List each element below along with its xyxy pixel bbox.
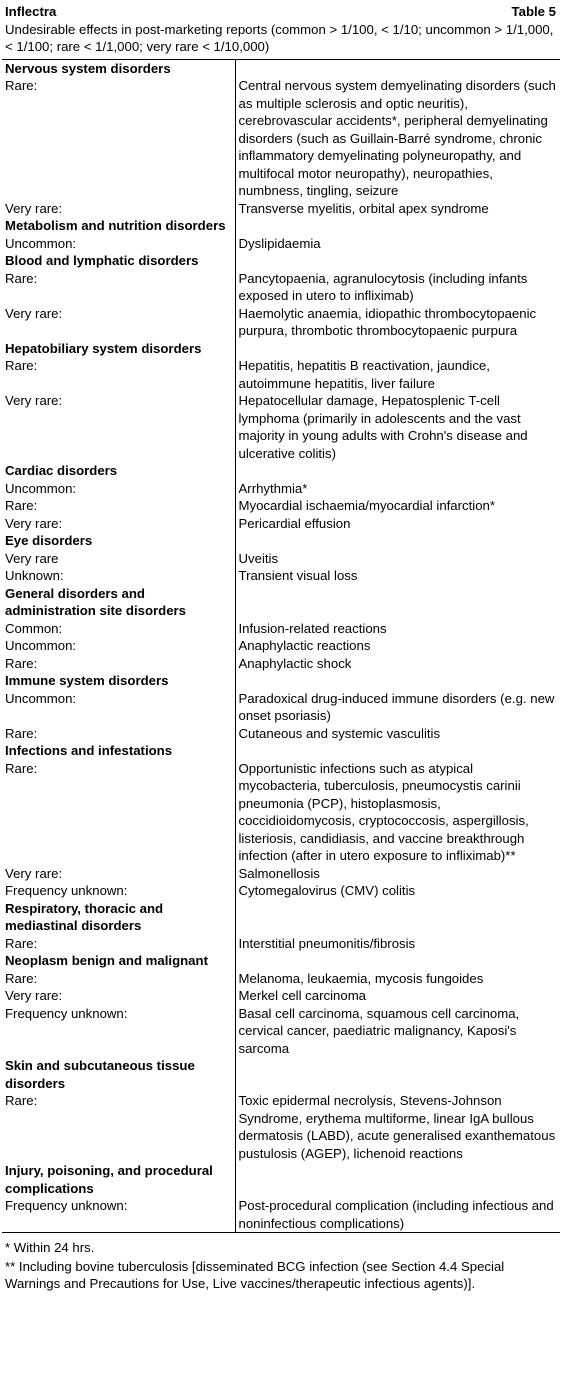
frequency-label: Very rare: xyxy=(5,988,63,1003)
frequency-label: Rare: xyxy=(5,970,38,986)
frequency-label: Rare: xyxy=(5,358,38,373)
table-row xyxy=(2,392,560,462)
table-row xyxy=(2,1162,560,1233)
frequency-label: Uncommon: xyxy=(5,235,77,251)
frequency-label: Rare: xyxy=(5,1093,38,1108)
effect-text: Anaphylactic shock xyxy=(238,655,352,671)
effect-cell xyxy=(235,742,560,865)
footnote: * Within 24 hrs. xyxy=(5,1240,95,1255)
category-spacer xyxy=(239,900,558,935)
row-label-cell xyxy=(2,882,235,900)
table-row xyxy=(2,497,560,515)
frequency-label: Very rare: xyxy=(5,305,63,321)
frequency-label: Uncommon: xyxy=(5,638,77,653)
effect-text: Cutaneous and systemic vasculitis xyxy=(238,725,441,741)
frequency-label: Unknown: xyxy=(5,568,64,583)
category-heading: Immune system disorders xyxy=(5,673,169,688)
table-row xyxy=(2,515,560,533)
frequency-label: Uncommon: xyxy=(5,690,77,706)
effect-text: Post-procedural complication (including infectious and noninfectious complications) xyxy=(238,1198,554,1231)
effect-cell xyxy=(235,1057,560,1162)
table-row xyxy=(2,987,560,1005)
table-row xyxy=(2,462,560,497)
effect-text: Basal cell carcinoma, squamous cell carcinoma, cervical cancer, paediatric malignancy, Kaposi's sarcoma xyxy=(238,1005,520,1056)
effect-text: Hepatocellular damage, Hepatosplenic T-cell lymphoma (primarily in adolescents and the vast majority in young adults with Crohn's disease and ulcerative colitis) xyxy=(238,393,528,461)
document-title: Inflectra xyxy=(5,4,57,19)
frequency-label: Rare: xyxy=(5,725,38,741)
effect-cell xyxy=(235,865,560,883)
effect-cell xyxy=(235,637,560,655)
row-label-cell xyxy=(2,462,235,497)
effect-text: Haemolytic anaemia, idiopathic thrombocytopaenic purpura, thrombotic thrombocytopaenic purpura xyxy=(238,305,537,338)
effect-text: Merkel cell carcinoma xyxy=(238,988,367,1003)
effect-text: Salmonellosis xyxy=(238,865,320,881)
effect-cell xyxy=(235,672,560,725)
category-heading: Hepatobiliary system disorders xyxy=(5,340,202,356)
row-label-cell xyxy=(2,1005,235,1058)
row-label-cell xyxy=(2,59,235,200)
row-label-cell xyxy=(2,585,235,638)
effect-cell xyxy=(235,392,560,462)
frequency-label: Common: xyxy=(5,620,63,636)
row-label-cell xyxy=(2,515,235,533)
frequency-label: Uncommon: xyxy=(5,480,77,496)
effect-cell xyxy=(235,567,560,585)
category-spacer xyxy=(239,1057,558,1092)
category-heading: Eye disorders xyxy=(5,533,93,548)
row-label-cell xyxy=(2,900,235,953)
effect-cell xyxy=(235,1162,560,1233)
table-row xyxy=(2,672,560,725)
effect-text: Anaphylactic reactions xyxy=(238,638,371,653)
table-row xyxy=(2,655,560,673)
effect-text: Paradoxical drug-induced immune disorders (e.g. new onset psoriasis) xyxy=(238,690,555,723)
table-row xyxy=(2,252,560,305)
category-spacer xyxy=(239,1162,558,1197)
table-row xyxy=(2,952,560,987)
frequency-label: Very rare: xyxy=(5,515,63,531)
effect-cell xyxy=(235,900,560,953)
effect-text: Myocardial ischaemia/myocardial infarction* xyxy=(238,498,496,513)
frequency-label: Rare: xyxy=(5,498,38,513)
row-label-cell xyxy=(2,497,235,515)
row-label-cell xyxy=(2,1057,235,1162)
category-heading: Injury, poisoning, and procedural complications xyxy=(5,1163,213,1196)
frequency-label: Rare: xyxy=(5,78,38,93)
category-spacer xyxy=(239,742,558,760)
row-label-cell xyxy=(2,742,235,865)
frequency-label: Rare: xyxy=(5,655,38,671)
row-label-cell xyxy=(2,725,235,743)
category-heading: Cardiac disorders xyxy=(5,463,118,478)
footnote: ** Including bovine tuberculosis [disseminated BCG infection (see Section 4.4 Special Warnings and Precautions for Use, Live vaccines/therapeutic infectious agents)]. xyxy=(5,1258,505,1291)
table-row xyxy=(2,217,560,252)
category-spacer xyxy=(239,217,558,235)
row-label-cell xyxy=(2,217,235,252)
row-label-cell xyxy=(2,637,235,655)
table-label: Table 5 xyxy=(511,4,556,19)
row-label-cell xyxy=(2,952,235,987)
effect-cell xyxy=(235,987,560,1005)
effect-text: Pericardial effusion xyxy=(238,515,351,531)
frequency-label: Very rare: xyxy=(5,200,63,216)
category-spacer xyxy=(239,340,558,358)
row-label-cell xyxy=(2,200,235,218)
table-row xyxy=(2,1057,560,1162)
effect-text: Uveitis xyxy=(238,550,279,566)
row-label-cell xyxy=(2,1162,235,1233)
category-heading: Respiratory, thoracic and mediastinal disorders xyxy=(5,900,164,933)
frequency-label: Very rare: xyxy=(5,865,63,881)
category-heading: Metabolism and nutrition disorders xyxy=(5,218,226,233)
effect-text: Arrhythmia* xyxy=(238,480,308,496)
table-row xyxy=(2,200,560,218)
category-heading: Neoplasm benign and malignant xyxy=(5,953,208,968)
category-heading: Nervous system disorders xyxy=(5,60,171,76)
effect-cell xyxy=(235,497,560,515)
effect-cell xyxy=(235,655,560,673)
table-row xyxy=(2,865,560,883)
row-label-cell xyxy=(2,672,235,725)
effect-text: Melanoma, leukaemia, mycosis fungoides xyxy=(238,970,484,986)
effect-text: Central nervous system demyelinating disorders (such as multiple sclerosis and optic neuritis), cerebrovascular accidents*, peripheral demyelinating disorders (such as Guillain-Barré syndrome, chronic inflammatory demyelinating polyneuropathy, and multifocal motor neuropathy), neuropathies, numbness, tingling, seizure xyxy=(238,78,556,198)
table-row xyxy=(2,340,560,393)
effect-cell xyxy=(235,725,560,743)
effect-cell xyxy=(235,340,560,393)
effect-cell xyxy=(235,882,560,900)
frequency-label: Rare: xyxy=(5,760,38,776)
table-row xyxy=(2,900,560,953)
table-row xyxy=(2,532,560,567)
frequency-label: Rare: xyxy=(5,270,38,286)
category-spacer xyxy=(239,252,558,270)
effect-text: Infusion-related reactions xyxy=(238,620,387,636)
document xyxy=(2,0,560,1294)
frequency-label: Very rare: xyxy=(5,393,63,408)
row-label-cell xyxy=(2,865,235,883)
category-spacer xyxy=(239,462,558,480)
effect-cell xyxy=(235,515,560,533)
category-spacer xyxy=(239,672,558,690)
table-row xyxy=(2,59,560,200)
effect-text: Transverse myelitis, orbital apex syndrome xyxy=(238,200,489,216)
table-row xyxy=(2,882,560,900)
category-spacer xyxy=(239,60,558,78)
row-label-cell xyxy=(2,392,235,462)
row-label-cell xyxy=(2,252,235,305)
category-heading: Skin and subcutaneous tissue disorders xyxy=(5,1058,195,1091)
category-heading: Infections and infestations xyxy=(5,743,173,758)
frequency-label: Very rare xyxy=(5,550,59,566)
effect-cell xyxy=(235,59,560,200)
row-label-cell xyxy=(2,655,235,673)
effect-text: Toxic epidermal necrolysis, Stevens-Johnson Syndrome, erythema multiforme, linear IgA bullous dermatosis (LABD), acute generalised exanthematous pustulosis (AGEP), lichenoid reactions xyxy=(238,1093,556,1161)
frequency-label: Frequency unknown: xyxy=(5,1198,128,1213)
frequency-label: Rare: xyxy=(5,935,38,951)
category-spacer xyxy=(239,952,558,970)
table-row xyxy=(2,1005,560,1058)
category-heading: Blood and lymphatic disorders xyxy=(5,253,199,268)
row-label-cell xyxy=(2,567,235,585)
effect-text: Interstitial pneumonitis/fibrosis xyxy=(238,935,416,951)
effect-text: Transient visual loss xyxy=(238,568,358,583)
row-label-cell xyxy=(2,340,235,393)
effect-cell xyxy=(235,462,560,497)
row-label-cell xyxy=(2,532,235,567)
category-spacer xyxy=(239,585,558,620)
table-row xyxy=(2,742,560,865)
row-label-cell xyxy=(2,987,235,1005)
effect-cell xyxy=(235,200,560,218)
table-row xyxy=(2,725,560,743)
footnotes xyxy=(2,1233,560,1293)
table-row xyxy=(2,567,560,585)
table-row xyxy=(2,585,560,638)
adverse-effects-table xyxy=(2,59,560,1234)
row-label-cell xyxy=(2,305,235,340)
effect-text: Pancytopaenia, agranulocytosis (including infants exposed in utero to infliximab) xyxy=(238,270,528,303)
table-header xyxy=(2,0,560,21)
category-spacer xyxy=(239,532,558,550)
effect-text: Cytomegalovirus (CMV) colitis xyxy=(238,883,416,898)
frequency-label: Frequency unknown: xyxy=(5,883,128,898)
category-heading: General disorders and administration site disorders xyxy=(5,585,187,618)
effect-text: Dyslipidaemia xyxy=(238,235,321,251)
effect-cell xyxy=(235,217,560,252)
effect-text: Hepatitis, hepatitis B reactivation, jaundice, autoimmune hepatitis, liver failure xyxy=(238,358,490,391)
effect-cell xyxy=(235,252,560,305)
table-row xyxy=(2,305,560,340)
effect-cell xyxy=(235,305,560,340)
frequency-label: Frequency unknown: xyxy=(5,1005,128,1021)
effect-text: Opportunistic infections such as atypical mycobacteria, tuberculosis, pneumocystis carinii pneumonia (PCP), histoplasmosis, coccidioidomycosis, cryptococcosis, aspergillosis, listeriosis, candidiasis, and vaccine breakthrough infection (after in utero exposure to infliximab)** xyxy=(238,760,529,863)
effect-cell xyxy=(235,952,560,987)
effect-cell xyxy=(235,532,560,567)
table-caption: Undesirable effects in post-marketing reports (common > 1/100, < 1/10; uncommon > 1/1,000, < 1/100; rare < 1/1,000; very rare < 1/10,000) xyxy=(5,21,554,54)
effect-cell xyxy=(235,1005,560,1058)
effect-cell xyxy=(235,585,560,638)
table-row xyxy=(2,637,560,655)
